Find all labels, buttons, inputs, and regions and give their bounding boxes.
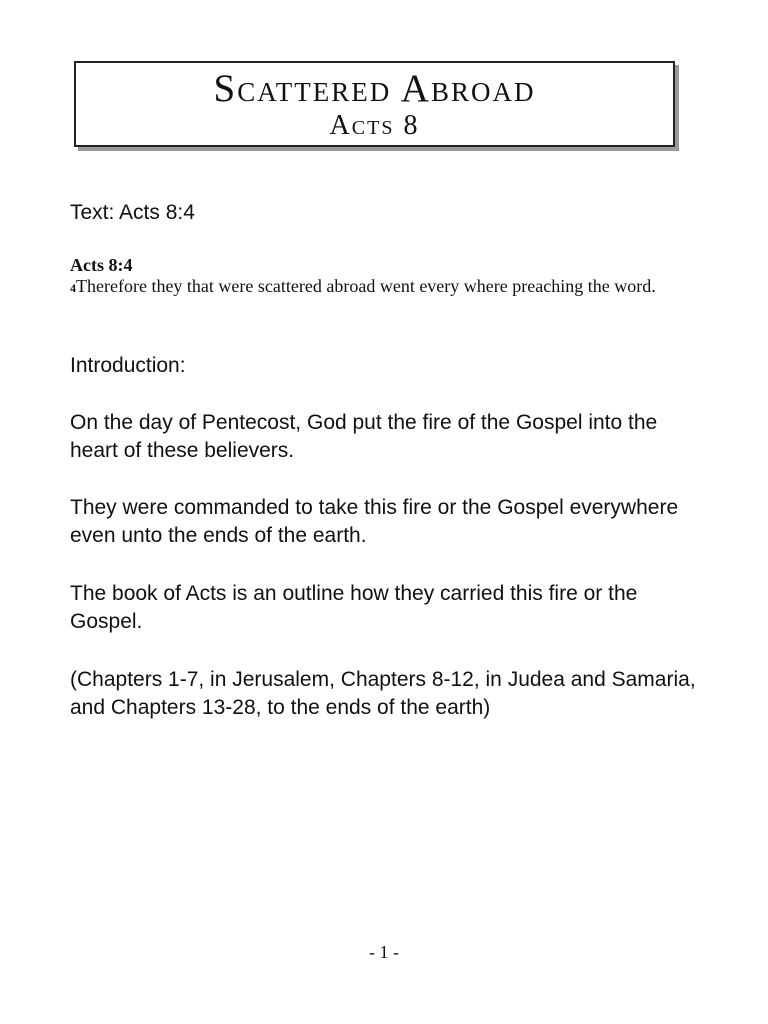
paragraph-pentecost: On the day of Pentecost, God put the fire of the Gospel into the heart of these believers. xyxy=(70,411,658,462)
page-title: Scattered Abroad xyxy=(213,67,536,110)
paragraph-chapters-outline: (Chapters 1-7, in Jerusalem, Chapters 8-12, in Judea and Samaria, and Chapters 13-28, to the ends of the earth) xyxy=(70,668,696,719)
text-reference: Text: Acts 8:4 xyxy=(70,201,195,224)
verse-heading: Acts 8:4 xyxy=(70,255,133,275)
paragraph-book-of-acts: The book of Acts is an outline how they carried this fire or the Gospel. xyxy=(70,582,638,633)
verse-body xyxy=(70,275,710,298)
title-box xyxy=(74,61,675,147)
page-subtitle: Acts 8 xyxy=(329,110,420,141)
introduction-heading: Introduction: xyxy=(70,354,186,377)
page-number: - 1 - xyxy=(369,942,399,962)
verse-number: 4 xyxy=(70,281,76,295)
paragraph-commanded: They were commanded to take this fire or the Gospel everywhere even unto the ends of the earth. xyxy=(70,496,679,547)
verse-text: Therefore they that were scattered abroad went every where preaching the word. xyxy=(76,276,656,296)
